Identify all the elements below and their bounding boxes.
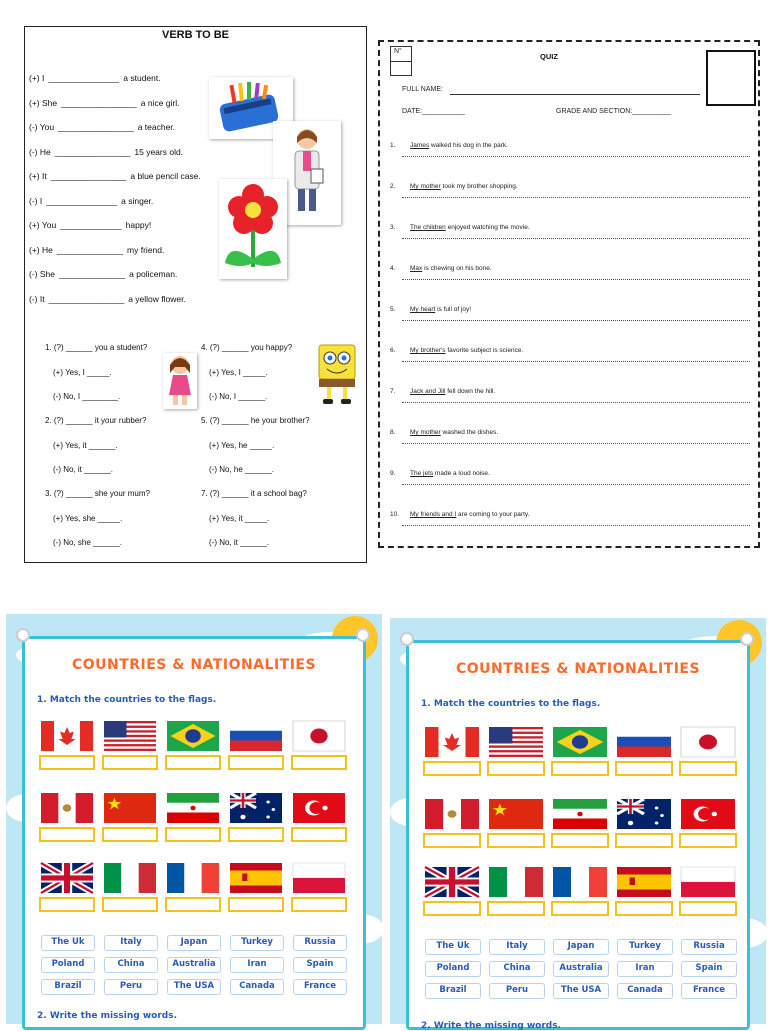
worksheet-frame — [22, 636, 366, 1030]
word-card[interactable]: Peru — [489, 983, 545, 999]
quiz-item — [388, 511, 750, 533]
word-card[interactable]: Canada — [617, 983, 673, 999]
fill-in-line — [29, 294, 186, 304]
answer-line[interactable] — [402, 320, 750, 321]
pin-decoration — [740, 632, 754, 646]
answer-blank[interactable]: ______________ — [58, 269, 126, 279]
answer-box[interactable] — [291, 897, 347, 912]
answer-box[interactable] — [679, 901, 737, 916]
underlined-subject: Jack and Jill — [410, 388, 446, 395]
answer-blank[interactable]: _____________ — [60, 220, 122, 230]
number-box — [390, 46, 412, 76]
answer-blank[interactable]: ________________ — [48, 293, 125, 304]
flower-picture — [219, 179, 287, 279]
word-card[interactable]: Poland — [425, 961, 481, 977]
sign-label: (+) It — [29, 171, 47, 181]
word-card[interactable]: Italy — [104, 935, 158, 951]
underlined-subject: Max — [410, 265, 423, 272]
quiz-item — [388, 142, 750, 164]
item-number: 10. — [390, 511, 400, 518]
item-number: 9. — [390, 470, 396, 477]
countries-worksheet-left — [6, 614, 382, 1024]
word-card[interactable]: Russia — [293, 935, 347, 951]
no-answer-line: (-) No, she ______. — [53, 538, 122, 547]
pin-decoration — [400, 632, 414, 646]
sentence-rest: fell down the hill. — [445, 388, 496, 395]
sentence-rest: washed the dishes. — [440, 429, 499, 436]
answer-line[interactable] — [402, 156, 750, 157]
grade-label: GRADE AND SECTION: — [556, 108, 633, 115]
word-card[interactable]: Poland — [41, 957, 95, 973]
question-line: 3. (?) ______ she your mum? — [45, 489, 150, 498]
worksheet-title: COUNTRIES & NATIONALITIES — [455, 661, 701, 677]
sentence-end: a student. — [123, 73, 161, 83]
word-card[interactable]: Australia — [553, 961, 609, 977]
sign-label: (-) It — [29, 293, 45, 304]
sentence-rest: enjoyed watching the movie. — [445, 224, 530, 231]
answer-box[interactable] — [551, 833, 609, 848]
sentence-end: a blue pencil case. — [130, 171, 201, 181]
word-card[interactable]: Turkey — [230, 935, 284, 951]
question-line: 2. (?) ______ it your rubber? — [45, 416, 147, 425]
quiz-sheet — [378, 40, 760, 548]
word-card[interactable]: Turkey — [617, 939, 673, 955]
answer-line[interactable] — [402, 238, 750, 239]
no-answer-line: (-) No, I ______. — [209, 392, 268, 401]
turkey-flag — [681, 799, 735, 829]
word-card[interactable]: France — [681, 983, 737, 999]
underlined-subject: My brother's — [410, 347, 446, 354]
task-2-heading: 2. Write the missing words. — [37, 1011, 177, 1021]
china-flag — [489, 799, 543, 829]
italy-flag — [489, 867, 543, 897]
photo-box — [706, 50, 756, 106]
answer-line[interactable] — [402, 402, 750, 403]
quiz-item — [388, 388, 750, 410]
sentence-end: 15 years old. — [134, 146, 184, 157]
task-1-heading: 1. Match the countries to the flags. — [421, 699, 601, 709]
sentence-end: a teacher. — [137, 122, 176, 132]
underlined-subject: The children — [410, 224, 446, 231]
item-number: 4. — [390, 265, 396, 272]
sign-label: (-) You — [29, 122, 55, 132]
answer-blank[interactable]: _______________ — [46, 195, 118, 206]
full-name-label: FULL NAME: — [402, 86, 443, 93]
word-card[interactable]: Spain — [681, 961, 737, 977]
sign-label: (+) She — [29, 97, 58, 108]
item-sentence — [410, 183, 518, 190]
word-card[interactable]: Brazil — [41, 979, 95, 995]
answer-box[interactable] — [423, 761, 481, 776]
answer-box[interactable] — [615, 901, 673, 916]
fill-in-line — [29, 147, 183, 157]
sign-label: (+) He — [29, 244, 53, 255]
fill-in-line — [29, 171, 201, 181]
quiz-item — [388, 347, 750, 369]
no-answer-line: (-) No, I ________. — [53, 392, 121, 401]
answer-box[interactable] — [487, 901, 545, 916]
number-label: N° — [394, 48, 402, 55]
task-1-heading: 1. Match the countries to the flags. — [37, 695, 217, 705]
countries-worksheet-right — [390, 618, 766, 1031]
fill-in-line — [29, 122, 175, 132]
worksheet-frame — [406, 640, 750, 1030]
worksheet-title: COUNTRIES & NATIONALITIES — [71, 657, 317, 673]
australia-flag — [230, 793, 282, 823]
sentence-rest: is chewing on his bone. — [422, 265, 492, 272]
italy-flag — [104, 863, 156, 893]
sentence-rest: favorite subject is science. — [445, 347, 524, 354]
sentence-end: a nice girl. — [140, 97, 180, 108]
fill-in-line — [29, 245, 164, 255]
worksheet-title: VERB TO BE — [161, 29, 230, 41]
answer-box[interactable] — [228, 897, 284, 912]
answer-box[interactable] — [487, 833, 545, 848]
item-number: 7. — [390, 388, 396, 395]
sign-label: (+) I — [29, 73, 45, 83]
poland-flag — [681, 867, 735, 897]
word-card[interactable]: China — [489, 961, 545, 977]
item-sentence — [410, 142, 508, 149]
iran-flag — [553, 799, 607, 829]
yes-answer-line: (+) Yes, I _____. — [209, 368, 268, 377]
yes-answer-line: (+) Yes, it ______. — [53, 441, 118, 450]
answer-box[interactable] — [165, 897, 221, 912]
no-answer-line: (-) No, he ______. — [209, 465, 274, 474]
canada-flag — [41, 721, 93, 751]
spain-flag — [617, 867, 671, 897]
fill-in-line — [29, 220, 151, 230]
answer-box[interactable] — [423, 833, 481, 848]
word-card[interactable]: Iran — [230, 957, 284, 973]
word-card[interactable]: Japan — [167, 935, 221, 951]
word-card[interactable]: Italy — [489, 939, 545, 955]
answer-box[interactable] — [679, 761, 737, 776]
fill-in-line — [29, 73, 161, 83]
answer-box[interactable] — [228, 827, 284, 842]
answer-blank[interactable]: ________________ — [54, 146, 131, 157]
word-card[interactable]: The Uk — [41, 935, 95, 951]
sign-label: (+) You — [29, 220, 57, 230]
peru-flag — [425, 799, 479, 829]
item-number: 5. — [390, 306, 396, 313]
answer-box[interactable] — [39, 827, 95, 842]
usa-flag — [104, 721, 156, 751]
item-sentence — [410, 347, 523, 354]
girl-picture — [163, 353, 197, 409]
russia-flag — [230, 721, 282, 751]
word-card[interactable]: France — [293, 979, 347, 995]
item-sentence — [410, 429, 498, 436]
answer-box[interactable] — [551, 901, 609, 916]
grade-field[interactable] — [556, 108, 671, 115]
answer-blank[interactable]: ________________ — [50, 171, 127, 181]
australia-flag — [617, 799, 671, 829]
sign-label: (-) She — [29, 269, 55, 279]
full-name-field[interactable] — [402, 86, 700, 93]
item-number: 6. — [390, 347, 396, 354]
item-number: 3. — [390, 224, 396, 231]
sentence-rest: took my brother shopping. — [440, 183, 518, 190]
china-flag — [104, 793, 156, 823]
sponge-character-picture — [315, 341, 359, 407]
yes-answer-line: (+) Yes, she _____. — [53, 514, 123, 523]
answer-box[interactable] — [228, 755, 284, 770]
france-flag — [553, 867, 607, 897]
russia-flag — [617, 727, 671, 757]
underlined-subject: The jets — [410, 470, 434, 477]
japan-flag — [681, 727, 735, 757]
answer-line[interactable] — [402, 525, 750, 526]
underlined-subject: My mother — [410, 429, 441, 436]
sentence-end: happy! — [125, 220, 152, 230]
word-card[interactable]: The Uk — [425, 939, 481, 955]
item-sentence — [410, 511, 529, 518]
spain-flag — [230, 863, 282, 893]
answer-box[interactable] — [291, 827, 347, 842]
quiz-item — [388, 183, 750, 205]
word-card[interactable]: The USA — [553, 983, 609, 999]
sentence-rest: are coming to your party. — [456, 511, 530, 518]
item-sentence — [410, 470, 490, 477]
no-answer-line: (-) No, it ______. — [53, 465, 114, 474]
word-card[interactable]: China — [104, 957, 158, 973]
sentence-end: a policeman. — [129, 269, 178, 279]
item-number: 1. — [390, 142, 396, 149]
answer-box[interactable] — [165, 827, 221, 842]
quiz-item — [388, 306, 750, 328]
pin-decoration — [356, 628, 370, 642]
item-sentence — [410, 224, 530, 231]
underlined-subject: My heart — [410, 306, 436, 313]
answer-line[interactable] — [402, 443, 750, 444]
quiz-item — [388, 470, 750, 492]
word-card[interactable]: Russia — [681, 939, 737, 955]
answer-line[interactable] — [402, 279, 750, 280]
answer-box[interactable] — [102, 897, 158, 912]
turkey-flag — [293, 793, 345, 823]
answer-box[interactable] — [615, 761, 673, 776]
answer-box[interactable] — [551, 761, 609, 776]
answer-box[interactable] — [423, 901, 481, 916]
iran-flag — [167, 793, 219, 823]
canada-flag — [425, 727, 479, 757]
japan-flag — [293, 721, 345, 751]
question-line: 7. (?) ______ it a school bag? — [201, 489, 307, 498]
pin-decoration — [16, 628, 30, 642]
word-card[interactable]: The USA — [167, 979, 221, 995]
answer-box[interactable] — [615, 833, 673, 848]
word-card[interactable]: Brazil — [425, 983, 481, 999]
uk-flag — [425, 867, 479, 897]
fill-in-line — [29, 269, 177, 279]
answer-box[interactable] — [487, 761, 545, 776]
word-card[interactable]: Canada — [230, 979, 284, 995]
sentence-rest: made a loud noise. — [433, 470, 490, 477]
word-card[interactable]: Peru — [104, 979, 158, 995]
france-flag — [167, 863, 219, 893]
item-number: 8. — [390, 429, 396, 436]
no-answer-line: (-) No, it ______. — [209, 538, 270, 547]
date-field[interactable] — [402, 108, 465, 115]
question-line: 5. (?) ______ he your brother? — [201, 416, 310, 425]
answer-line[interactable] — [402, 197, 750, 198]
question-line: 4. (?) ______ you happy? — [201, 343, 293, 352]
fill-in-line — [29, 196, 153, 206]
word-card[interactable]: Iran — [617, 961, 673, 977]
brazil-flag — [553, 727, 607, 757]
answer-blank[interactable]: ______________ — [56, 244, 124, 255]
fill-in-line — [29, 98, 180, 108]
answer-blank[interactable]: ________________ — [61, 97, 137, 108]
answer-box[interactable] — [102, 755, 158, 770]
sign-label: (-) I — [29, 195, 43, 206]
underlined-subject: My mother — [410, 183, 441, 190]
sentence-end: a yellow flower. — [128, 293, 186, 304]
item-number: 2. — [390, 183, 396, 190]
question-line: 1. (?) ______ you a student? — [45, 343, 148, 352]
usa-flag — [489, 727, 543, 757]
grade-blank: __________ — [632, 108, 672, 115]
yes-answer-line: (+) Yes, it _____. — [209, 514, 270, 523]
brazil-flag — [167, 721, 219, 751]
quiz-item — [388, 224, 750, 246]
verb-to-be-worksheet — [24, 26, 367, 563]
word-card[interactable]: Spain — [293, 957, 347, 973]
answer-box[interactable] — [39, 755, 95, 770]
word-card[interactable]: Australia — [167, 957, 221, 973]
word-card[interactable]: Japan — [553, 939, 609, 955]
item-sentence — [410, 388, 495, 395]
underlined-subject: James — [410, 142, 430, 149]
sentence-rest: walked his dog in the park. — [429, 142, 508, 149]
sentence-rest: is full of joy! — [435, 306, 472, 313]
underlined-subject: My friends and I — [410, 511, 457, 518]
answer-line[interactable] — [402, 484, 750, 485]
item-sentence — [410, 265, 492, 272]
answer-box[interactable] — [39, 897, 95, 912]
sentence-end: my friend. — [127, 244, 165, 255]
item-sentence — [410, 306, 471, 313]
answer-box[interactable] — [679, 833, 737, 848]
sentence-end: a singer. — [121, 195, 154, 206]
date-blank: ___________ — [422, 108, 465, 115]
poland-flag — [293, 863, 345, 893]
answer-blank[interactable]: ________________ — [58, 122, 134, 132]
sign-label: (-) He — [29, 146, 51, 157]
uk-flag — [41, 863, 93, 893]
quiz-item — [388, 265, 750, 287]
yes-answer-line: (+) Yes, I _____. — [53, 368, 112, 377]
yes-answer-line: (+) Yes, he _____. — [209, 441, 275, 450]
date-label: DATE: — [402, 108, 423, 115]
task-2-heading: 2. Write the missing words. — [421, 1021, 561, 1031]
answer-box[interactable] — [165, 755, 221, 770]
answer-blank[interactable]: _______________ — [48, 73, 120, 83]
answer-box[interactable] — [291, 755, 347, 770]
quiz-item — [388, 429, 750, 451]
answer-box[interactable] — [102, 827, 158, 842]
quiz-title: QUIZ — [540, 52, 558, 61]
peru-flag — [41, 793, 93, 823]
answer-line[interactable] — [402, 361, 750, 362]
